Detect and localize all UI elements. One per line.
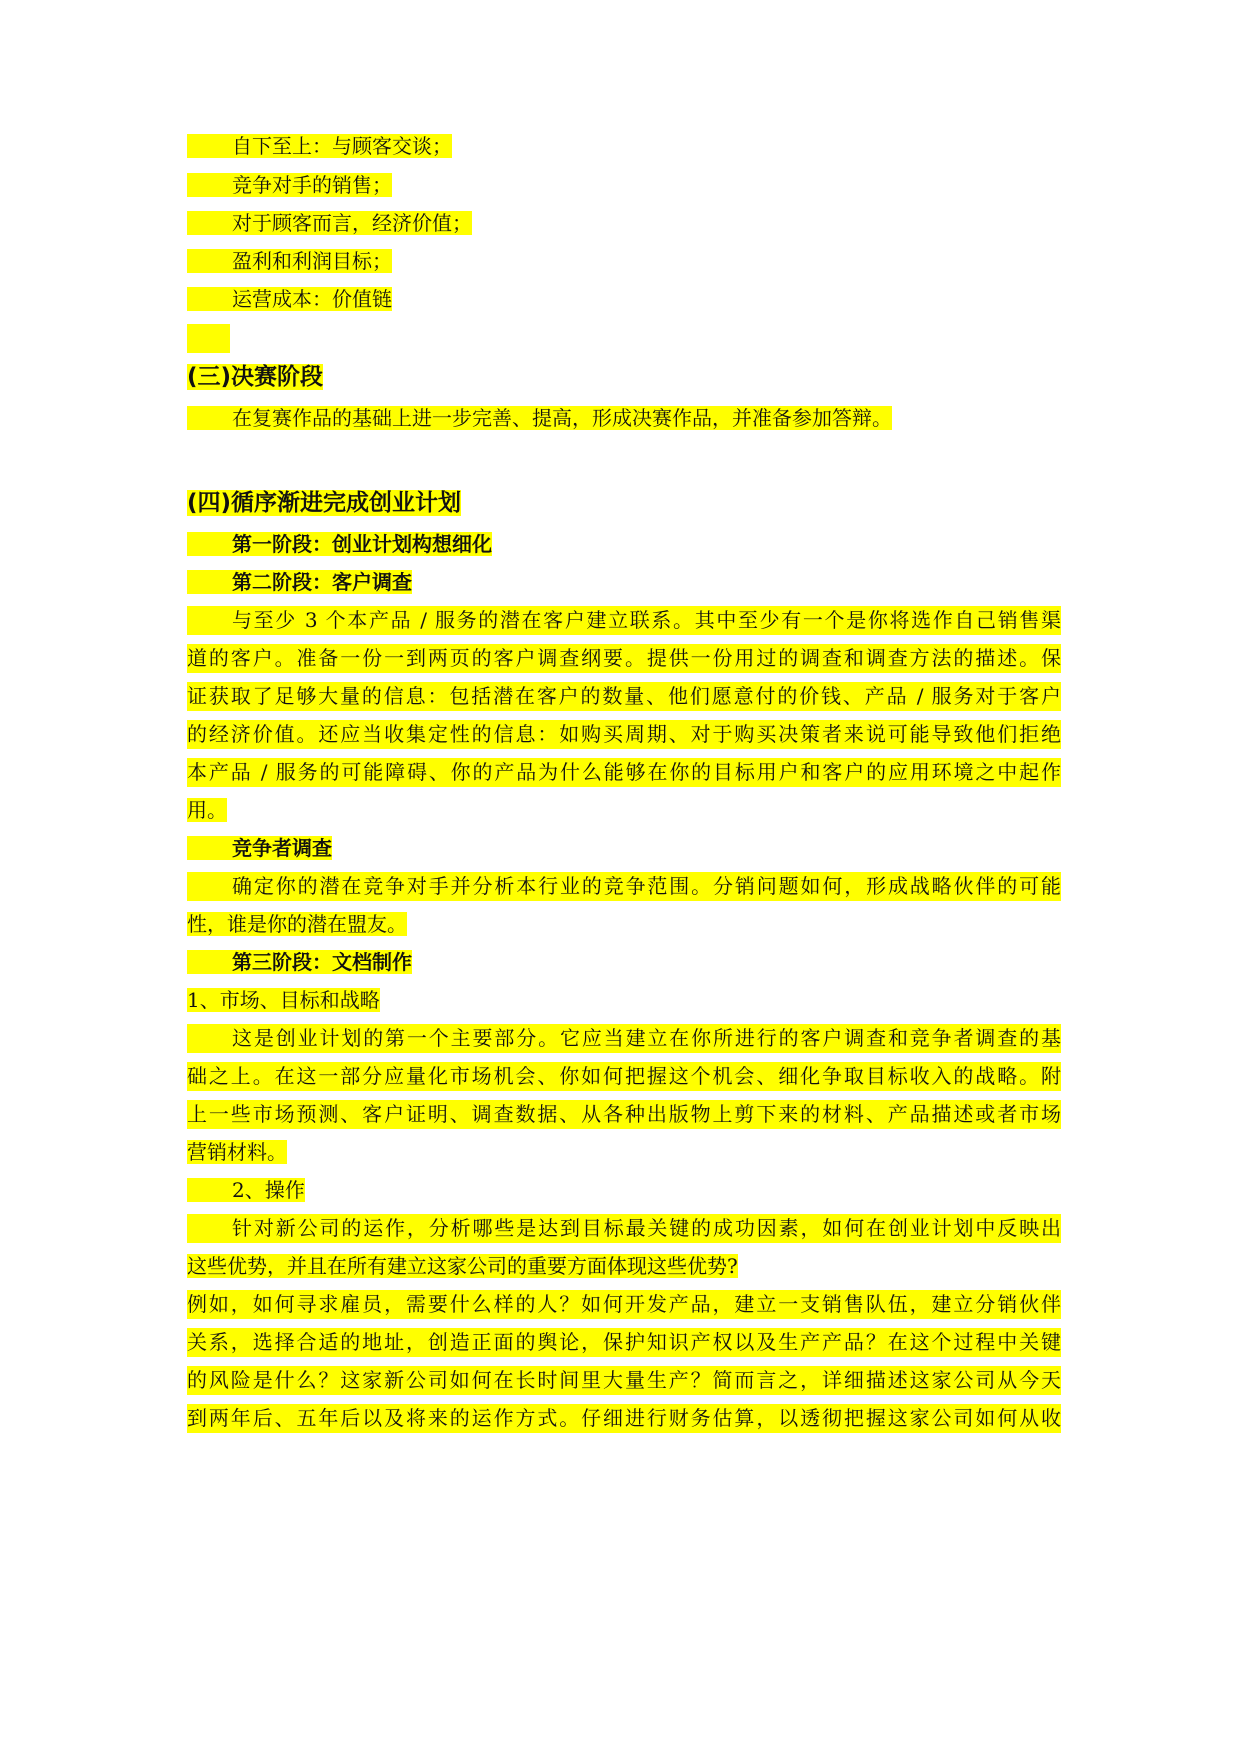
competitor-paragraph-line: 性，谁是你的潜在盟友。 xyxy=(187,912,407,936)
numbered-item-2 xyxy=(187,1176,305,1205)
text-line xyxy=(187,171,392,200)
stage-heading-text: 第一阶段：创业计划构想细化 xyxy=(187,532,492,556)
heading-text: (四)循序渐进完成创业计划 xyxy=(187,490,462,516)
finals-paragraph: 在复赛作品的基础上进一步完善、提高，形成决赛作品，并准备参加答辩。 xyxy=(187,406,892,430)
numbered-item-text: 2、操作 xyxy=(187,1178,305,1202)
customer-paragraph-line: 本产品 / 服务的可能障碍、你的产品为什么能够在你的目标用户和客户的应用环境之中起作 xyxy=(187,758,1061,787)
customer-paragraph-line: 道的客户。准备一份一到两页的客户调查纲要。提供一份用过的调查和调查方法的描述。保 xyxy=(187,644,1061,673)
list-item-bottom-up: 自下至上：与顾客交谈； xyxy=(187,134,452,158)
section-heading-finals xyxy=(187,361,323,394)
competitor-survey-heading xyxy=(187,834,332,863)
stage-heading-1 xyxy=(187,530,492,559)
text-line xyxy=(187,247,392,276)
market-paragraph-line: 营销材料。 xyxy=(187,1140,287,1164)
example-paragraph-line: 到两年后、五年后以及将来的运作方式。仔细进行财务估算，以透彻把握这家公司如何从收 xyxy=(187,1404,1061,1433)
numbered-item-text: 1、市场、目标和战略 xyxy=(187,988,380,1012)
empty-line xyxy=(187,324,230,353)
customer-paragraph-line: 证获取了足够大量的信息：包括潜在客户的数量、他们愿意付的价钱、产品 / 服务对于客户 xyxy=(187,682,1061,711)
heading-text: (三)决赛阶段 xyxy=(187,364,324,390)
market-paragraph-line: 上一些市场预测、客户证明、调查数据、从各种出版物上剪下来的材料、产品描述或者市场 xyxy=(187,1100,1061,1129)
text-line xyxy=(187,404,892,433)
empty-highlight xyxy=(187,324,230,353)
text-line xyxy=(187,796,227,825)
customer-paragraph-line: 用。 xyxy=(187,798,227,822)
text-line xyxy=(187,132,452,161)
operations-paragraph-line: 这些优势，并且在所有建立这家公司的重要方面体现这些优势? xyxy=(187,1254,738,1278)
text-line xyxy=(187,910,407,939)
text-line xyxy=(187,209,472,238)
text-line xyxy=(187,1138,287,1167)
example-paragraph-line: 的风险是什么？这家新公司如何在长时间里大量生产？简而言之，详细描述这家公司从今天 xyxy=(187,1366,1061,1395)
list-item-competitor-sales: 竞争对手的销售； xyxy=(187,173,392,197)
customer-paragraph-line: 的经济价值。还应当收集定性的信息：如购买周期、对于购买决策者来说可能导致他们拒绝 xyxy=(187,720,1061,749)
market-paragraph-line: 这是创业计划的第一个主要部分。它应当建立在你所进行的客户调查和竞争者调查的基 xyxy=(187,1024,1061,1053)
example-paragraph-line: 例如，如何寻求雇员，需要什么样的人？如何开发产品，建立一支销售队伍，建立分销伙伴 xyxy=(187,1290,1061,1319)
market-paragraph-line: 础之上。在这一部分应量化市场机会、你如何把握这个机会、细化争取目标收入的战略。附 xyxy=(187,1062,1061,1091)
stage-heading-3 xyxy=(187,948,412,977)
operations-paragraph-line: 针对新公司的运作，分析哪些是达到目标最关键的成功因素，如何在创业计划中反映出 xyxy=(187,1214,1061,1243)
heading-text: 竞争者调查 xyxy=(187,836,332,860)
stage-heading-text: 第二阶段：客户调查 xyxy=(187,570,412,594)
list-item-profit-goals: 盈利和利润目标； xyxy=(187,249,392,273)
competitor-paragraph-line: 确定你的潜在竞争对手并分析本行业的竞争范围。分销问题如何，形成战略伙伴的可能 xyxy=(187,872,1061,901)
text-line xyxy=(187,285,392,314)
numbered-item-1 xyxy=(187,986,380,1015)
stage-heading-text: 第三阶段：文档制作 xyxy=(187,950,412,974)
example-paragraph-line: 关系，选择合适的地址，创造正面的舆论，保护知识产权以及生产产品？在这个过程中关键 xyxy=(187,1328,1061,1357)
list-item-economic-value: 对于顾客而言，经济价值； xyxy=(187,211,472,235)
stage-heading-2 xyxy=(187,568,412,597)
text-line xyxy=(187,1252,738,1281)
section-heading-business-plan xyxy=(187,487,461,520)
list-item-operating-cost: 运营成本：价值链 xyxy=(187,287,392,311)
customer-paragraph-line: 与至少 3 个本产品 / 服务的潜在客户建立联系。其中至少有一个是你将选作自己销售渠 xyxy=(187,606,1061,635)
